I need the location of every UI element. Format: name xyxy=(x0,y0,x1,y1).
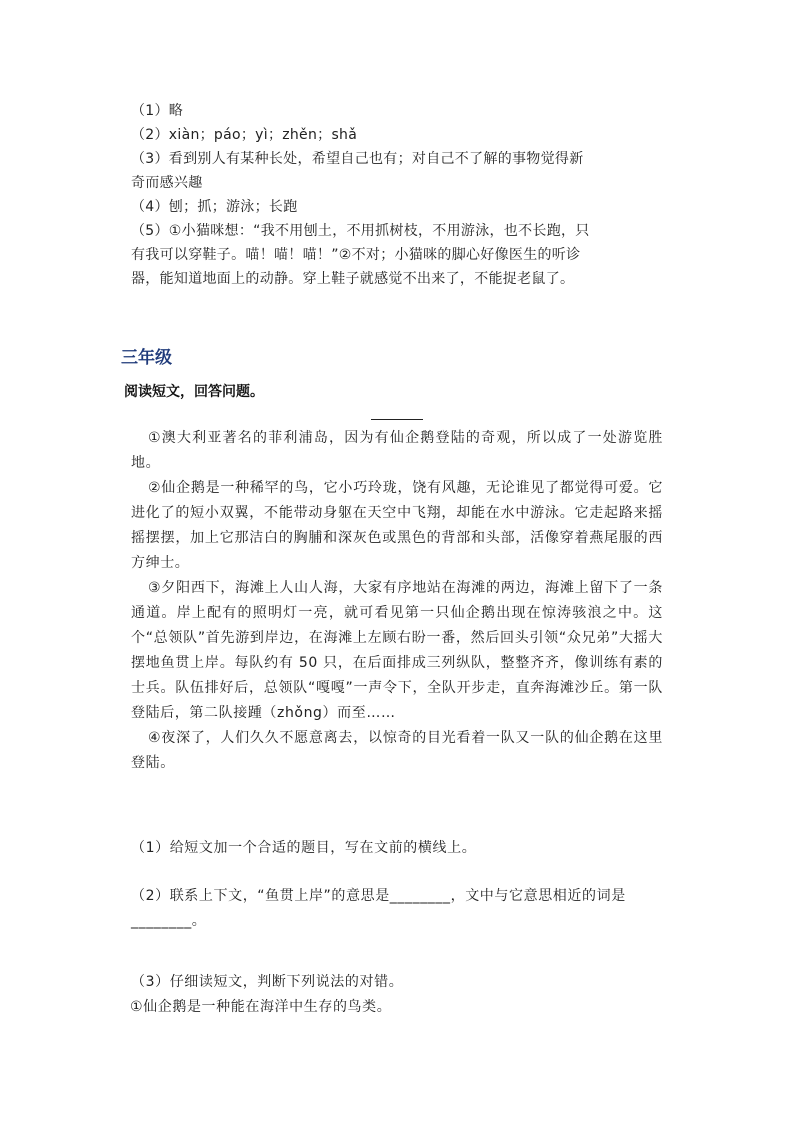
answer-line-1: （1）略 xyxy=(131,103,184,119)
question-3 xyxy=(131,970,663,1020)
passage-paragraph-3: ③夕阳西下，海滩上人山人海，大家有序地站在海滩的两边，海滩上留下了一条通道。岸上配有的照明灯一亮，就可看见第一只仙企鹅出现在惊涛骇浪之中。这个“总领队”首先游到岸边，在海滩上左顾右盼一番，然后回头引领“众兄弟”大摇大摆地鱼贯上岸。每队约有 50 只，在后面排成三列纵队，整整齐齐，像训练有素的士兵。队伍排好后，总领队“嘎嘎”一声令下，全队开步走，直奔海滩沙丘。第一队登陆后，第二队接踵（zhǒng）而至…… xyxy=(131,580,663,721)
answer-line-4: 奇而感兴趣 xyxy=(131,175,203,191)
answer-line-7: 有我可以穿鞋子。喵！喵！喵！”②不对；小猫咪的脚心好像医生的听诊 xyxy=(131,247,581,263)
question-2: （2）联系上下文，“鱼贯上岸”的意思是________，文中与它意思相近的词是________。 xyxy=(131,888,626,929)
title-blank-line xyxy=(371,419,423,420)
question-3-prompt: （3）仔细读短文，判断下列说法的对错。 xyxy=(131,974,404,990)
reading-passage xyxy=(131,426,663,776)
answer-key xyxy=(131,99,671,291)
answer-line-6: （5）①小猫咪想：“我不用刨土，不用抓树枝，不用游泳，也不长跑，只 xyxy=(131,223,590,239)
answer-line-8: 器，能知道地面上的动静。穿上鞋子就感觉不出来了，不能捉老鼠了。 xyxy=(131,271,575,287)
answer-line-2: （2）xiàn；páo；yì；zhěn；shǎ xyxy=(131,127,358,143)
answer-line-5: （4）刨；抓；游泳；长跑 xyxy=(131,199,298,215)
question-1: （1）给短文加一个合适的题目，写在文前的横线上。 xyxy=(131,840,477,856)
question-3-item-1: ①仙企鹅是一种能在海洋中生存的鸟类。 xyxy=(130,999,392,1015)
answer-line-3: （3）看到别人有某种长处，希望自己也有；对自己不了解的事物觉得新 xyxy=(131,151,584,167)
instruction-heading: 阅读短文，回答问题。 xyxy=(124,384,264,400)
section-title: 三年级 xyxy=(121,348,172,368)
passage-paragraph-1: ①澳大利亚著名的菲利浦岛，因为有仙企鹅登陆的奇观，所以成了一处游览胜地。 xyxy=(131,430,663,471)
passage-paragraph-4: ④夜深了，人们久久不愿意离去，以惊奇的目光看着一队又一队的仙企鹅在这里登陆。 xyxy=(131,730,663,771)
passage-paragraph-2: ②仙企鹅是一种稀罕的鸟，它小巧玲珑，饶有风趣，无论谁见了都觉得可爱。它进化了的短小双翼，不能带动身躯在天空中飞翔，却能在水中游泳。它走起路来摇摇摆摆，加上它那洁白的胸脯和深灰色或黑色的背部和头部，活像穿着燕尾服的西方绅士。 xyxy=(131,480,663,571)
